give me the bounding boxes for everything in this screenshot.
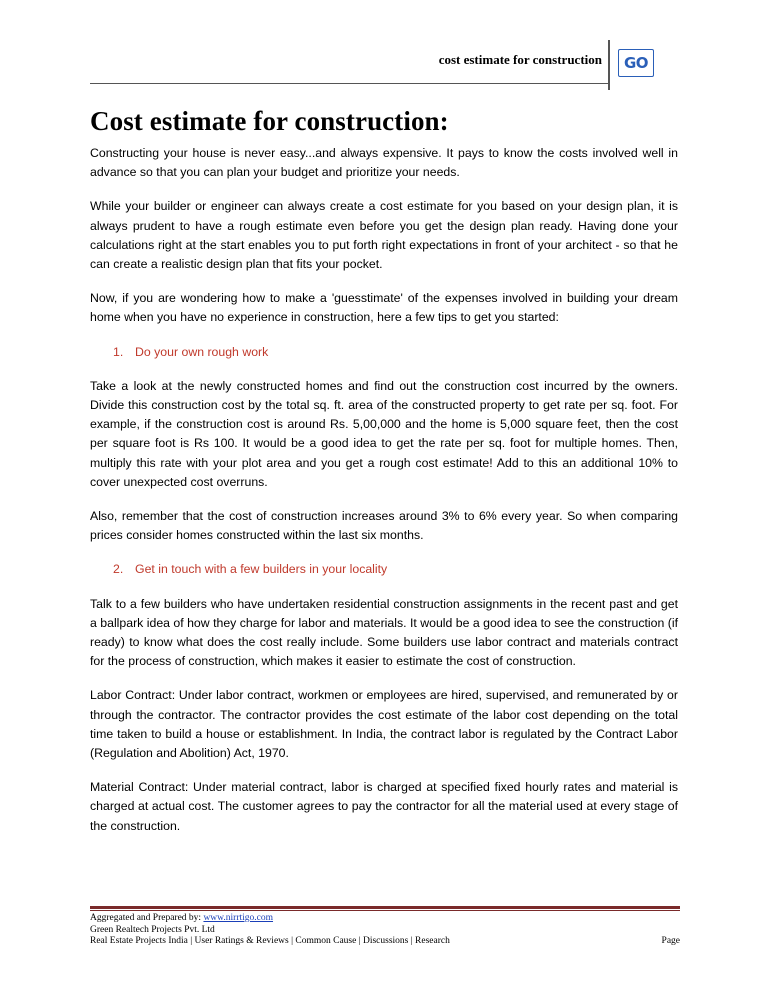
footer-rule-thick bbox=[90, 906, 680, 909]
paragraph-material-contract: Material Contract: Under material contract, labor is charged at specified fixed hourly rates and material is charged at actual cost. The customer agrees to pay the contractor for all the material used at every stage of the construction. bbox=[90, 780, 678, 833]
footer-links-line bbox=[90, 936, 680, 948]
footer-company: Green Realtech Projects Pvt. Ltd bbox=[90, 924, 215, 935]
paragraph-intro: Constructing your house is never easy...and always expensive. It pays to know the costs involved well in advance so that you can plan your budget and prioritize your needs. bbox=[90, 146, 678, 180]
paragraph-builders: Talk to a few builders who have undertaken residential construction assignments in the recent past and get a ballpark idea of how they charge for labor and materials. It would be a good idea to see the construction (if ready) to know what does the cost really include. Some builders use labor contract and materials contract for the process of construction, which makes it easier to estimate the cost of construction. bbox=[90, 596, 678, 669]
tip-number-2: 2. bbox=[113, 562, 124, 577]
header-divider-vertical bbox=[608, 40, 610, 90]
paragraph-labor-contract: Labor Contract: Under labor contract, workmen or employees are hired, supervised, and remunerated by or through the contractor. The contractor provides the cost estimate of the labor cost depending on the total time taken to build a house or establishment. In India, the contract labor is regulated by the Contract Labor (Regulation and Abolition) Act, 1970. bbox=[90, 688, 678, 761]
go-logo: GO bbox=[618, 49, 654, 77]
tip-heading-1 bbox=[90, 343, 678, 362]
running-header-title: cost estimate for construction bbox=[438, 52, 602, 67]
footer-rule-thin bbox=[90, 910, 680, 911]
footer-website-link[interactable]: www.nirrtigo.com bbox=[203, 913, 274, 923]
footer-prepared-label: Aggregated and Prepared by: bbox=[90, 913, 202, 923]
paragraph-cost-increase: Also, remember that the cost of construction increases around 3% to 6% every year. So when comparing prices consider homes constructed within the last six months. bbox=[90, 509, 678, 543]
footer-page-label: Page bbox=[661, 936, 680, 946]
paragraph-builder-estimate: While your builder or engineer can always create a cost estimate for you based on your design plan, it is always prudent to have a rough estimate even before you get the design plan ready. Having done your calculations right at the start enables you to put forth right expectations in front of your architect - so that he can create a realistic design plan that fits your pocket. bbox=[90, 199, 678, 272]
page-heading: Cost estimate for construction: bbox=[90, 106, 449, 136]
paragraph-rough-work: Take a look at the newly constructed homes and find out the construction cost incurred by the owners. Divide this construction cost by the total sq. ft. area of the constructed property to get rate per sq. foot. For example, if the construction cost is around Rs. 5,00,000 and the home is 5,000 square feet, then the cost per square foot is Rs 100. It would be a good idea to get the rate per sq. foot for multiple homes. Then, multiply this rate with your plot area and you get a rough cost estimate! Add to this an additional 10% to cover unexpected cost overruns. bbox=[90, 378, 678, 489]
tip-label-2: Get in touch with a few builders in your locality bbox=[135, 562, 388, 577]
page-footer bbox=[90, 913, 680, 948]
paragraph-guesstimate: Now, if you are wondering how to make a 'guesstimate' of the expenses involved in building your dream home when you have no experience in construction, here a few tips to get you started: bbox=[90, 291, 678, 325]
document-body bbox=[90, 144, 678, 851]
footer-prepared-line bbox=[90, 913, 680, 925]
tip-label-1: Do your own rough work bbox=[135, 344, 269, 359]
header-divider-horizontal bbox=[90, 83, 608, 84]
tip-heading-2 bbox=[90, 560, 678, 579]
footer-links: Real Estate Projects India | User Ratings & Reviews | Common Cause | Discussions | Research bbox=[90, 936, 450, 946]
tip-number-1: 1. bbox=[113, 344, 124, 359]
